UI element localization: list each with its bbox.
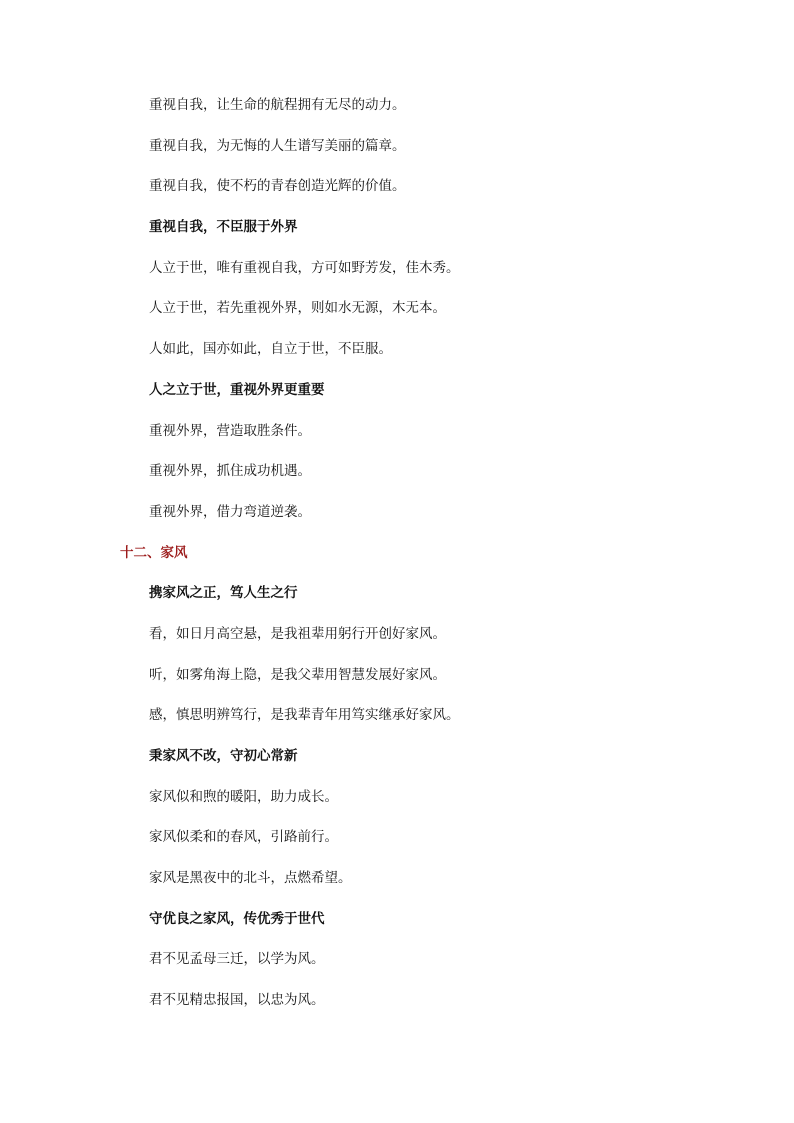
- paragraph: 感，慎思明辨笃行，是我辈青年用笃实继承好家风。: [149, 707, 460, 724]
- paragraph: 家风似柔和的春风，引路前行。: [149, 829, 338, 846]
- subheading: 重视自我，不臣服于外界: [149, 219, 298, 236]
- paragraph: 重视外界，抓住成功机遇。: [149, 463, 311, 480]
- section-heading: 十二、家风: [120, 544, 188, 561]
- paragraph: 重视自我，为无悔的人生谱写美丽的篇章。: [149, 137, 406, 154]
- paragraph: 家风似和煦的暖阳，助力成长。: [149, 788, 338, 805]
- paragraph: 人立于世，若先重视外界，则如水无源，木无本。: [149, 300, 446, 317]
- paragraph: 人如此，国亦如此，自立于世，不臣服。: [149, 341, 392, 358]
- paragraph: 重视外界，借力弯道逆袭。: [149, 503, 311, 520]
- paragraph: 重视自我，让生命的航程拥有无尽的动力。: [149, 97, 406, 113]
- paragraph: 听，如雾角海上隐，是我父辈用智慧发展好家风。: [149, 666, 446, 683]
- paragraph: 重视外界，营造取胜条件。: [149, 422, 311, 439]
- paragraph: 君不见精忠报国，以忠为风。: [149, 992, 325, 1009]
- paragraph: 重视自我，使不朽的青春创造光辉的价值。: [149, 178, 406, 195]
- paragraph: 看，如日月高空悬，是我祖辈用躬行开创好家风。: [149, 625, 446, 642]
- document-content: [0, 93, 794, 1029]
- subheading: 守优良之家风，传优秀于世代: [149, 910, 325, 927]
- paragraph: 君不见孟母三迁，以学为风。: [149, 951, 325, 968]
- paragraph: 人立于世，唯有重视自我，方可如野芳发，佳木秀。: [149, 259, 460, 276]
- subheading: 携家风之正，笃人生之行: [149, 585, 298, 602]
- paragraph: 家风是黑夜中的北斗，点燃希望。: [149, 870, 352, 887]
- subheading: 秉家风不改，守初心常新: [149, 748, 298, 764]
- subheading: 人之立于世，重视外界更重要: [149, 381, 325, 398]
